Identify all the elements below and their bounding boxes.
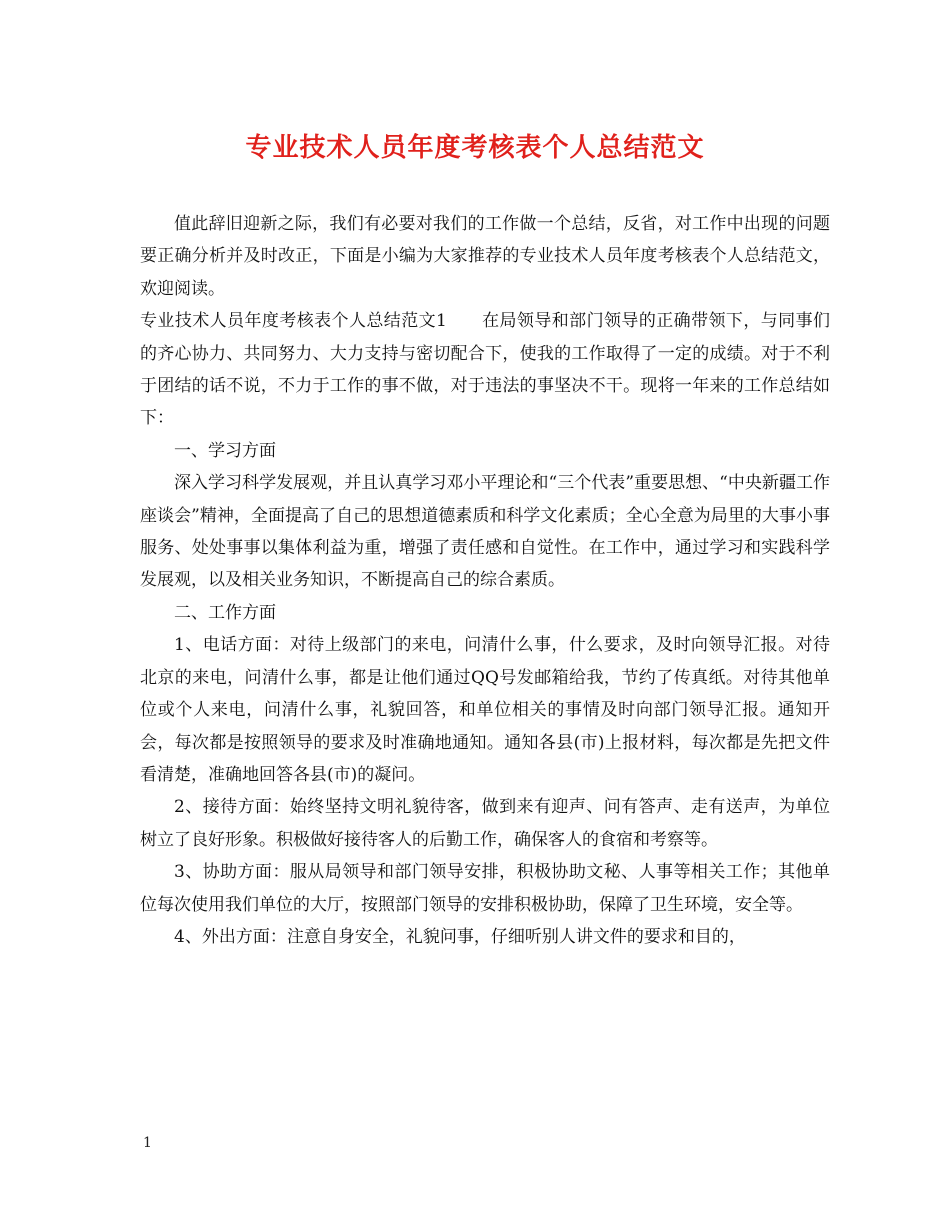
section-heading-study: 一、学习方面 (174, 440, 276, 461)
paragraph-outing: 4、外出方面：注意自身安全，礼貌问事，仔细听别人讲文件的要求和目的， (174, 926, 746, 947)
paragraph-assist: 3、协助方面：服从局领导和部门领导安排，积极协助文秘、人事等相关工作；其他单位每次使用我们单位的大厅，按照部门领导的安排积极协助，保障了卫生环境，安全等。 (140, 862, 830, 915)
paragraph-sample-heading: 专业技术人员年度考核表个人总结范文1 在局领导和部门领导的正确带领下，与同事们的齐心协力、共同努力、大力支持与密切配合下，使我的工作取得了一定的成绩。对于不利于团结的话不说，不力于工作的事不做，对于违法的事坚决不干。现将一年来的工作总结如下： (140, 311, 830, 429)
paragraph-study: 深入学习科学发展观，并且认真学习邓小平理论和“三个代表”重要思想、“中央新疆工作座谈会”精神，全面提高了自己的思想道德素质和科学文化素质；全心全意为局里的大事小事服务、处处事事以集体利益为重，增强了责任感和自觉性。在工作中，通过学习和实践科学发展观，以及相关业务知识，不断提高自己的综合素质。 (140, 473, 830, 591)
paragraph-reception: 2、接待方面：始终坚持文明礼貌待客，做到来有迎声、问有答声、走有送声，为单位树立了良好形象。积极做好接待客人的后勤工作，确保客人的食宿和考察等。 (140, 797, 830, 850)
paragraph-intro: 值此辞旧迎新之际，我们有必要对我们的工作做一个总结，反省，对工作中出现的问题要正确分析并及时改正，下面是小编为大家推荐的专业技术人员年度考核表个人总结范文，欢迎阅读。 (140, 214, 830, 299)
page-number: 1 (143, 1135, 152, 1151)
document-title: 专业技术人员年度考核表个人总结范文 (245, 133, 705, 163)
document-body (140, 208, 830, 953)
paragraph-phone: 1、电话方面：对待上级部门的来电，问清什么事，什么要求，及时向领导汇报。对待北京的来电，问清什么事，都是让他们通过QQ号发邮箱给我，节约了传真纸。对待其他单位或个人来电，问清什么事，礼貌回答，和单位相关的事情及时向部门领导汇报。通知开会，每次都是按照领导的要求及时准确地通知。通知各县(市)上报材料，每次都是先把文件看清楚，准确地回答各县(市)的凝问。 (140, 635, 830, 785)
section-heading-work: 二、工作方面 (174, 602, 276, 623)
